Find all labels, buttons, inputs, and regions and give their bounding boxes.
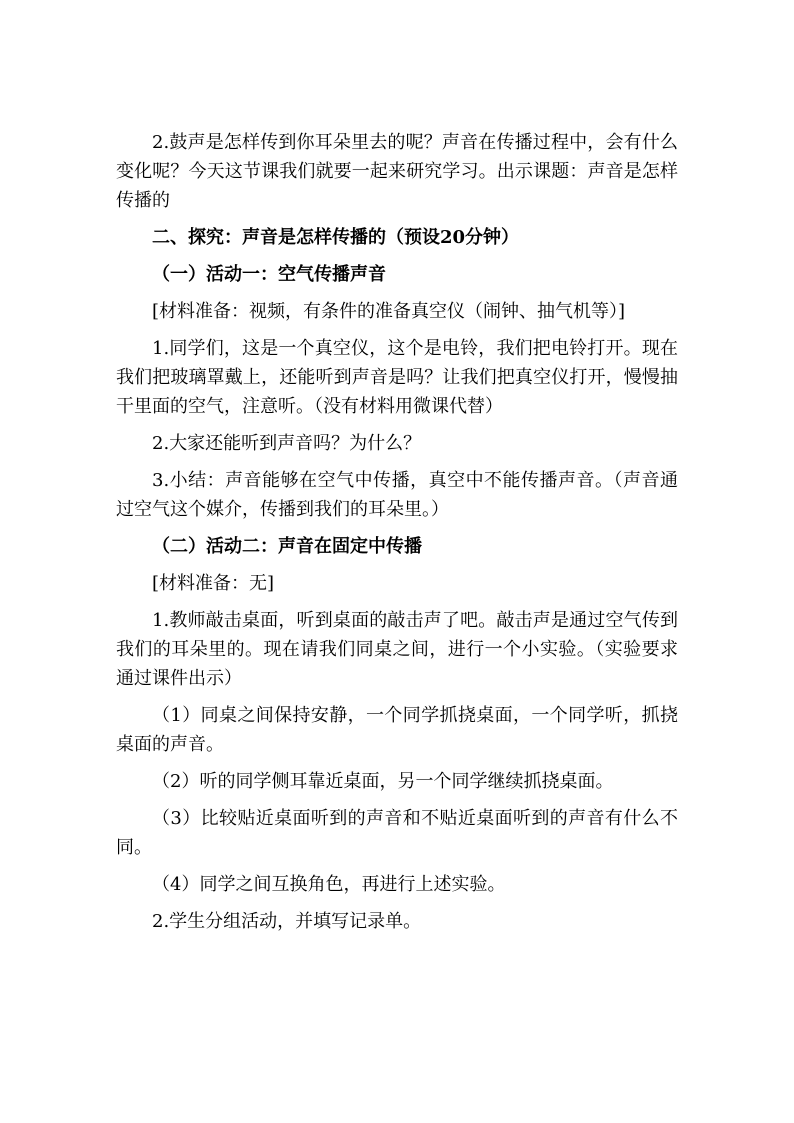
subsection-heading-activity-one: （一）活动一：空气传播声音: [152, 264, 386, 285]
materials-note-activity-one: [材料准备：视频，有条件的准备真空仪（闹钟、抽气机等）]: [152, 301, 626, 322]
paragraph-vacuum-demo: 1.同学们，这是一个真空仪，这个是电铃，我们把电铃打开。现在我们把玻璃罩戴上，还能听到声音是吗？让我们把真空仪打开，慢慢抽干里面的空气，注意听。（没有材料用微课代替）: [116, 338, 678, 417]
paragraph-summary: 3.小结：声音能够在空气中传播，真空中不能传播声音。（声音通过空气这个媒介，传播到我们的耳朵里。）: [116, 470, 678, 520]
subsection-heading-activity-two: （二）活动二：声音在固定中传播: [152, 536, 422, 557]
list-item-step-3: （3）比较贴近桌面听到的声音和不贴近桌面听到的声音有什么不同。: [116, 808, 678, 858]
paragraph-intro-question: 2.鼓声是怎样传到你耳朵里去的呢？声音在传播过程中，会有什么变化呢？今天这节课我们就要一起来研究学习。出示课题：声音是怎样传播的: [116, 132, 678, 211]
paragraph-question-hear: 2.大家还能听到声音吗？为什么？: [152, 433, 422, 454]
materials-note-activity-two: [材料准备：无]: [152, 573, 275, 594]
section-heading-explore: 二、探究：声音是怎样传播的（预设20分钟）: [152, 227, 520, 248]
paragraph-group-activity: 2.学生分组活动，并填写记录单。: [152, 911, 422, 932]
paragraph-teacher-knock: 1.教师敲击桌面，听到桌面的敲击声了吧。敲击声是通过空气传到我们的耳朵里的。现在请我们同桌之间，进行一个小实验。（实验要求通过课件出示）: [116, 610, 678, 689]
list-item-step-2: （2）听的同学侧耳靠近桌面，另一个同学继续抓挠桌面。: [152, 771, 614, 792]
list-item-step-1: （1）同桌之间保持安静，一个同学抓挠桌面，一个同学听，抓挠桌面的声音。: [116, 705, 678, 755]
document-body: [116, 128, 678, 944]
list-item-step-4: （4）同学之间互换角色，再进行上述实验。: [152, 874, 506, 895]
